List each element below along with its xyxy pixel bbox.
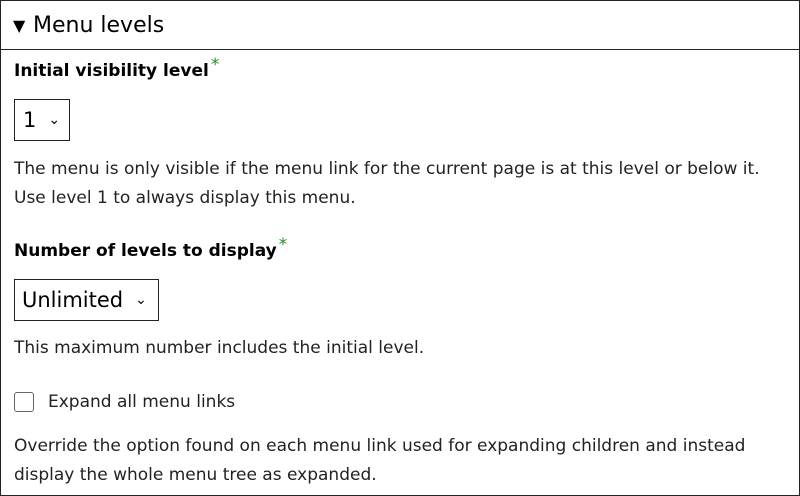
chevron-down-icon: ⌄: [48, 112, 61, 128]
depth-label: [14, 235, 288, 261]
initial-level-value: 1: [23, 108, 37, 132]
expand-all-description: Override the option found on each menu link used for expanding children and instead display the whole menu tree as expanded.: [14, 436, 746, 485]
required-marker: *: [278, 235, 288, 255]
menu-levels-toggle[interactable]: [1, 1, 799, 50]
initial-level-label: [14, 55, 220, 81]
expand-all-checkbox[interactable]: [14, 392, 34, 412]
required-marker: *: [210, 55, 220, 75]
depth-select[interactable]: [14, 279, 159, 321]
depth-description: This maximum number includes the initial level.: [14, 338, 425, 358]
initial-level-description: The menu is only visible if the menu link for the current page is at this level or below it. Use level 1 to always display this menu.: [14, 159, 760, 208]
chevron-down-icon: ⌄: [135, 292, 147, 308]
section-title: Menu levels: [33, 12, 165, 38]
initial-level-select[interactable]: [14, 99, 70, 141]
expand-all-row: [14, 392, 235, 412]
triangle-down-icon: ▼: [13, 15, 26, 35]
depth-value: Unlimited: [22, 288, 124, 312]
depth-label-text: Number of levels to display: [14, 241, 277, 261]
initial-level-label-text: Initial visibility level: [14, 61, 209, 81]
expand-all-label[interactable]: Expand all menu links: [48, 392, 236, 412]
